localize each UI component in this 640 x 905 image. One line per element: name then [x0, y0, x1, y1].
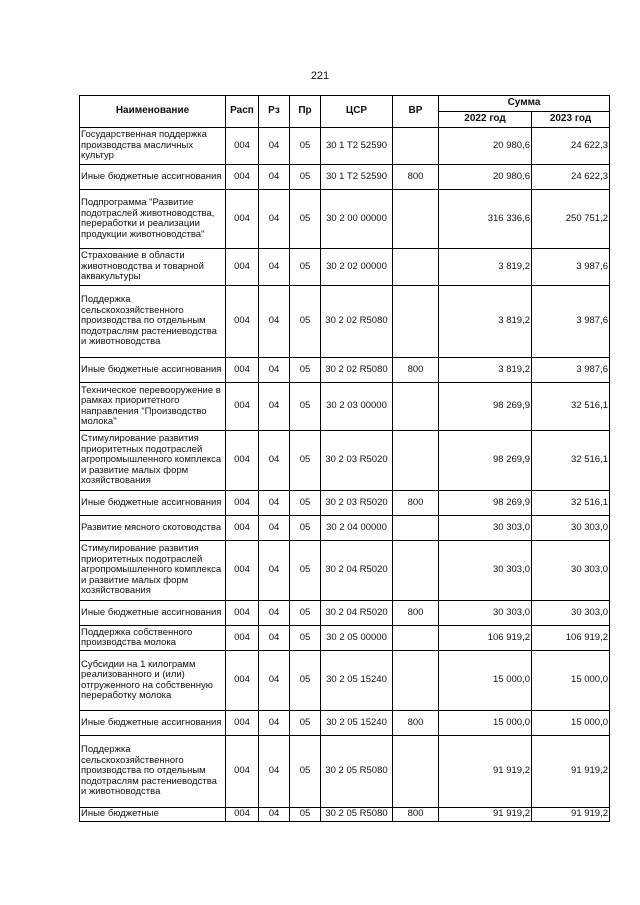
cell-2022: 98 269,9: [439, 383, 532, 431]
cell-pr: 05: [290, 491, 321, 516]
cell-2022: 3 819,2: [439, 358, 532, 383]
cell-pr: 05: [290, 711, 321, 736]
cell-vr: 800: [393, 808, 439, 822]
cell-name: Страхование в области животноводства и товарной аквакультуры: [80, 249, 226, 286]
cell-name: Развитие мясного скотоводства: [80, 516, 226, 541]
cell-pr: 05: [290, 736, 321, 808]
cell-rasp: 004: [226, 431, 259, 491]
cell-csr: 30 2 02 00000: [321, 249, 393, 286]
cell-csr: 30 2 02 R5080: [321, 358, 393, 383]
table-row: [80, 601, 610, 626]
cell-pr: 05: [290, 808, 321, 822]
header-csr: ЦСР: [321, 96, 393, 128]
cell-vr: [393, 128, 439, 165]
cell-csr: 30 2 05 00000: [321, 626, 393, 651]
cell-2022: 98 269,9: [439, 431, 532, 491]
cell-rz: 04: [259, 516, 290, 541]
cell-pr: 05: [290, 383, 321, 431]
cell-csr: 30 2 05 R5080: [321, 808, 393, 822]
cell-2023: 3 987,6: [532, 358, 610, 383]
table-body: [80, 128, 610, 822]
cell-2022: 3 819,2: [439, 286, 532, 358]
cell-vr: 800: [393, 491, 439, 516]
cell-rz: 04: [259, 711, 290, 736]
cell-pr: 05: [290, 601, 321, 626]
cell-2023: 32 516,1: [532, 383, 610, 431]
cell-2022: 30 303,0: [439, 541, 532, 601]
table-row: [80, 736, 610, 808]
page-number: 221: [310, 70, 330, 82]
cell-name: Поддержка сельскохозяйственного производства по отдельным подотраслям растениеводства и животноводства: [80, 736, 226, 808]
cell-vr: 800: [393, 711, 439, 736]
cell-pr: 05: [290, 358, 321, 383]
cell-2023: 15 000,0: [532, 711, 610, 736]
table-row: [80, 516, 610, 541]
cell-csr: 30 1 T2 52590: [321, 165, 393, 190]
cell-name: Иные бюджетные ассигнования: [80, 358, 226, 383]
cell-name: Техническое перевооружение в рамках приоритетного направления "Производство молока": [80, 383, 226, 431]
cell-vr: 800: [393, 601, 439, 626]
cell-rz: 04: [259, 286, 290, 358]
cell-pr: 05: [290, 190, 321, 249]
cell-rz: 04: [259, 128, 290, 165]
table-row: [80, 431, 610, 491]
cell-2022: 316 336,6: [439, 190, 532, 249]
cell-rasp: 004: [226, 626, 259, 651]
cell-vr: [393, 736, 439, 808]
header-rasp: Расп: [226, 96, 259, 128]
header-vr: ВР: [393, 96, 439, 128]
cell-rz: 04: [259, 358, 290, 383]
table-row: [80, 190, 610, 249]
cell-csr: 30 2 04 R5020: [321, 541, 393, 601]
cell-vr: [393, 431, 439, 491]
cell-csr: 30 2 05 15240: [321, 711, 393, 736]
cell-2023: 32 516,1: [532, 491, 610, 516]
cell-rz: 04: [259, 651, 290, 711]
cell-rz: 04: [259, 541, 290, 601]
cell-2022: 91 919,2: [439, 736, 532, 808]
header-2022: 2022 год: [439, 112, 532, 128]
cell-name: Стимулирование развития приоритетных подотраслей агропромышленного комплекса и развитие малых форм хозяйствования: [80, 431, 226, 491]
cell-2022: 30 303,0: [439, 516, 532, 541]
cell-2023: 24 622,3: [532, 128, 610, 165]
header-2023: 2023 год: [532, 112, 610, 128]
cell-2023: 106 919,2: [532, 626, 610, 651]
table-row: [80, 286, 610, 358]
cell-rasp: 004: [226, 286, 259, 358]
cell-2022: 3 819,2: [439, 249, 532, 286]
table-row: [80, 165, 610, 190]
cell-vr: 800: [393, 165, 439, 190]
cell-name: Иные бюджетные ассигнования: [80, 165, 226, 190]
cell-2022: 98 269,9: [439, 491, 532, 516]
cell-rz: 04: [259, 601, 290, 626]
cell-rasp: 004: [226, 711, 259, 736]
cell-2022: 15 000,0: [439, 651, 532, 711]
cell-2023: 30 303,0: [532, 516, 610, 541]
cell-pr: 05: [290, 431, 321, 491]
cell-rasp: 004: [226, 249, 259, 286]
cell-name: Иные бюджетные ассигнования: [80, 491, 226, 516]
cell-csr: 30 2 03 R5020: [321, 431, 393, 491]
header-sum: Сумма: [439, 96, 610, 112]
cell-csr: 30 2 00 00000: [321, 190, 393, 249]
cell-csr: 30 2 02 R5080: [321, 286, 393, 358]
cell-csr: 30 2 04 00000: [321, 516, 393, 541]
cell-rasp: 004: [226, 491, 259, 516]
cell-name: Государственная поддержка производства масличных культур: [80, 128, 226, 165]
budget-table: [79, 95, 610, 822]
cell-name: Иные бюджетные ассигнования: [80, 601, 226, 626]
table-row: [80, 651, 610, 711]
cell-rasp: 004: [226, 541, 259, 601]
header-name: Наименование: [80, 96, 226, 128]
cell-pr: 05: [290, 286, 321, 358]
table-row: [80, 128, 610, 165]
cell-vr: [393, 190, 439, 249]
cell-rasp: 004: [226, 736, 259, 808]
cell-vr: [393, 651, 439, 711]
header-rz: Рз: [259, 96, 290, 128]
table-row: [80, 358, 610, 383]
cell-2023: 3 987,6: [532, 286, 610, 358]
cell-pr: 05: [290, 516, 321, 541]
cell-pr: 05: [290, 651, 321, 711]
cell-vr: [393, 249, 439, 286]
cell-rz: 04: [259, 431, 290, 491]
header-pr: Пр: [290, 96, 321, 128]
cell-vr: [393, 383, 439, 431]
cell-2022: 20 980,6: [439, 165, 532, 190]
cell-vr: [393, 626, 439, 651]
cell-pr: 05: [290, 128, 321, 165]
cell-2022: 91 919,2: [439, 808, 532, 822]
cell-vr: [393, 516, 439, 541]
cell-name: Поддержка сельскохозяйственного производства по отдельным подотраслям растениеводства и животноводства: [80, 286, 226, 358]
cell-pr: 05: [290, 165, 321, 190]
cell-rasp: 004: [226, 383, 259, 431]
cell-csr: 30 2 05 R5080: [321, 736, 393, 808]
cell-vr: [393, 286, 439, 358]
cell-2022: 15 000,0: [439, 711, 532, 736]
cell-rasp: 004: [226, 516, 259, 541]
table-row: [80, 711, 610, 736]
cell-vr: [393, 541, 439, 601]
cell-2023: 250 751,2: [532, 190, 610, 249]
cell-rz: 04: [259, 383, 290, 431]
cell-rasp: 004: [226, 651, 259, 711]
table-row: [80, 491, 610, 516]
cell-name: Подпрограмма "Развитие подотраслей животноводства, переработки и реализации продукции животноводства": [80, 190, 226, 249]
cell-rz: 04: [259, 190, 290, 249]
table-row: [80, 808, 610, 822]
cell-rasp: 004: [226, 808, 259, 822]
cell-2022: 30 303,0: [439, 601, 532, 626]
cell-pr: 05: [290, 541, 321, 601]
cell-2023: 91 919,2: [532, 736, 610, 808]
cell-csr: 30 2 04 R5020: [321, 601, 393, 626]
cell-2023: 24 622,3: [532, 165, 610, 190]
cell-2023: 30 303,0: [532, 601, 610, 626]
cell-2023: 32 516,1: [532, 431, 610, 491]
cell-vr: 800: [393, 358, 439, 383]
cell-csr: 30 1 T2 52590: [321, 128, 393, 165]
cell-rasp: 004: [226, 165, 259, 190]
cell-csr: 30 2 03 R5020: [321, 491, 393, 516]
cell-rasp: 004: [226, 601, 259, 626]
cell-name: Иные бюджетные ассигнования: [80, 711, 226, 736]
cell-2022: 20 980,6: [439, 128, 532, 165]
cell-rz: 04: [259, 491, 290, 516]
cell-name: Стимулирование развития приоритетных подотраслей агропромышленного комплекса и развитие малых форм хозяйствования: [80, 541, 226, 601]
cell-csr: 30 2 03 00000: [321, 383, 393, 431]
cell-rz: 04: [259, 736, 290, 808]
cell-name: Иные бюджетные: [80, 808, 226, 822]
cell-2023: 15 000,0: [532, 651, 610, 711]
cell-rasp: 004: [226, 358, 259, 383]
table-row: [80, 383, 610, 431]
cell-2023: 91 919,2: [532, 808, 610, 822]
cell-rz: 04: [259, 165, 290, 190]
cell-2023: 30 303,0: [532, 541, 610, 601]
table-row: [80, 541, 610, 601]
cell-rz: 04: [259, 249, 290, 286]
cell-2022: 106 919,2: [439, 626, 532, 651]
cell-rasp: 004: [226, 190, 259, 249]
cell-csr: 30 2 05 15240: [321, 651, 393, 711]
table-row: [80, 249, 610, 286]
cell-rasp: 004: [226, 128, 259, 165]
table-row: [80, 626, 610, 651]
cell-2023: 3 987,6: [532, 249, 610, 286]
cell-name: Субсидии на 1 килограмм реализованного и (или) отгруженного на собственную переработку молока: [80, 651, 226, 711]
cell-pr: 05: [290, 249, 321, 286]
cell-rz: 04: [259, 808, 290, 822]
cell-name: Поддержка собственного производства молока: [80, 626, 226, 651]
cell-rz: 04: [259, 626, 290, 651]
cell-pr: 05: [290, 626, 321, 651]
